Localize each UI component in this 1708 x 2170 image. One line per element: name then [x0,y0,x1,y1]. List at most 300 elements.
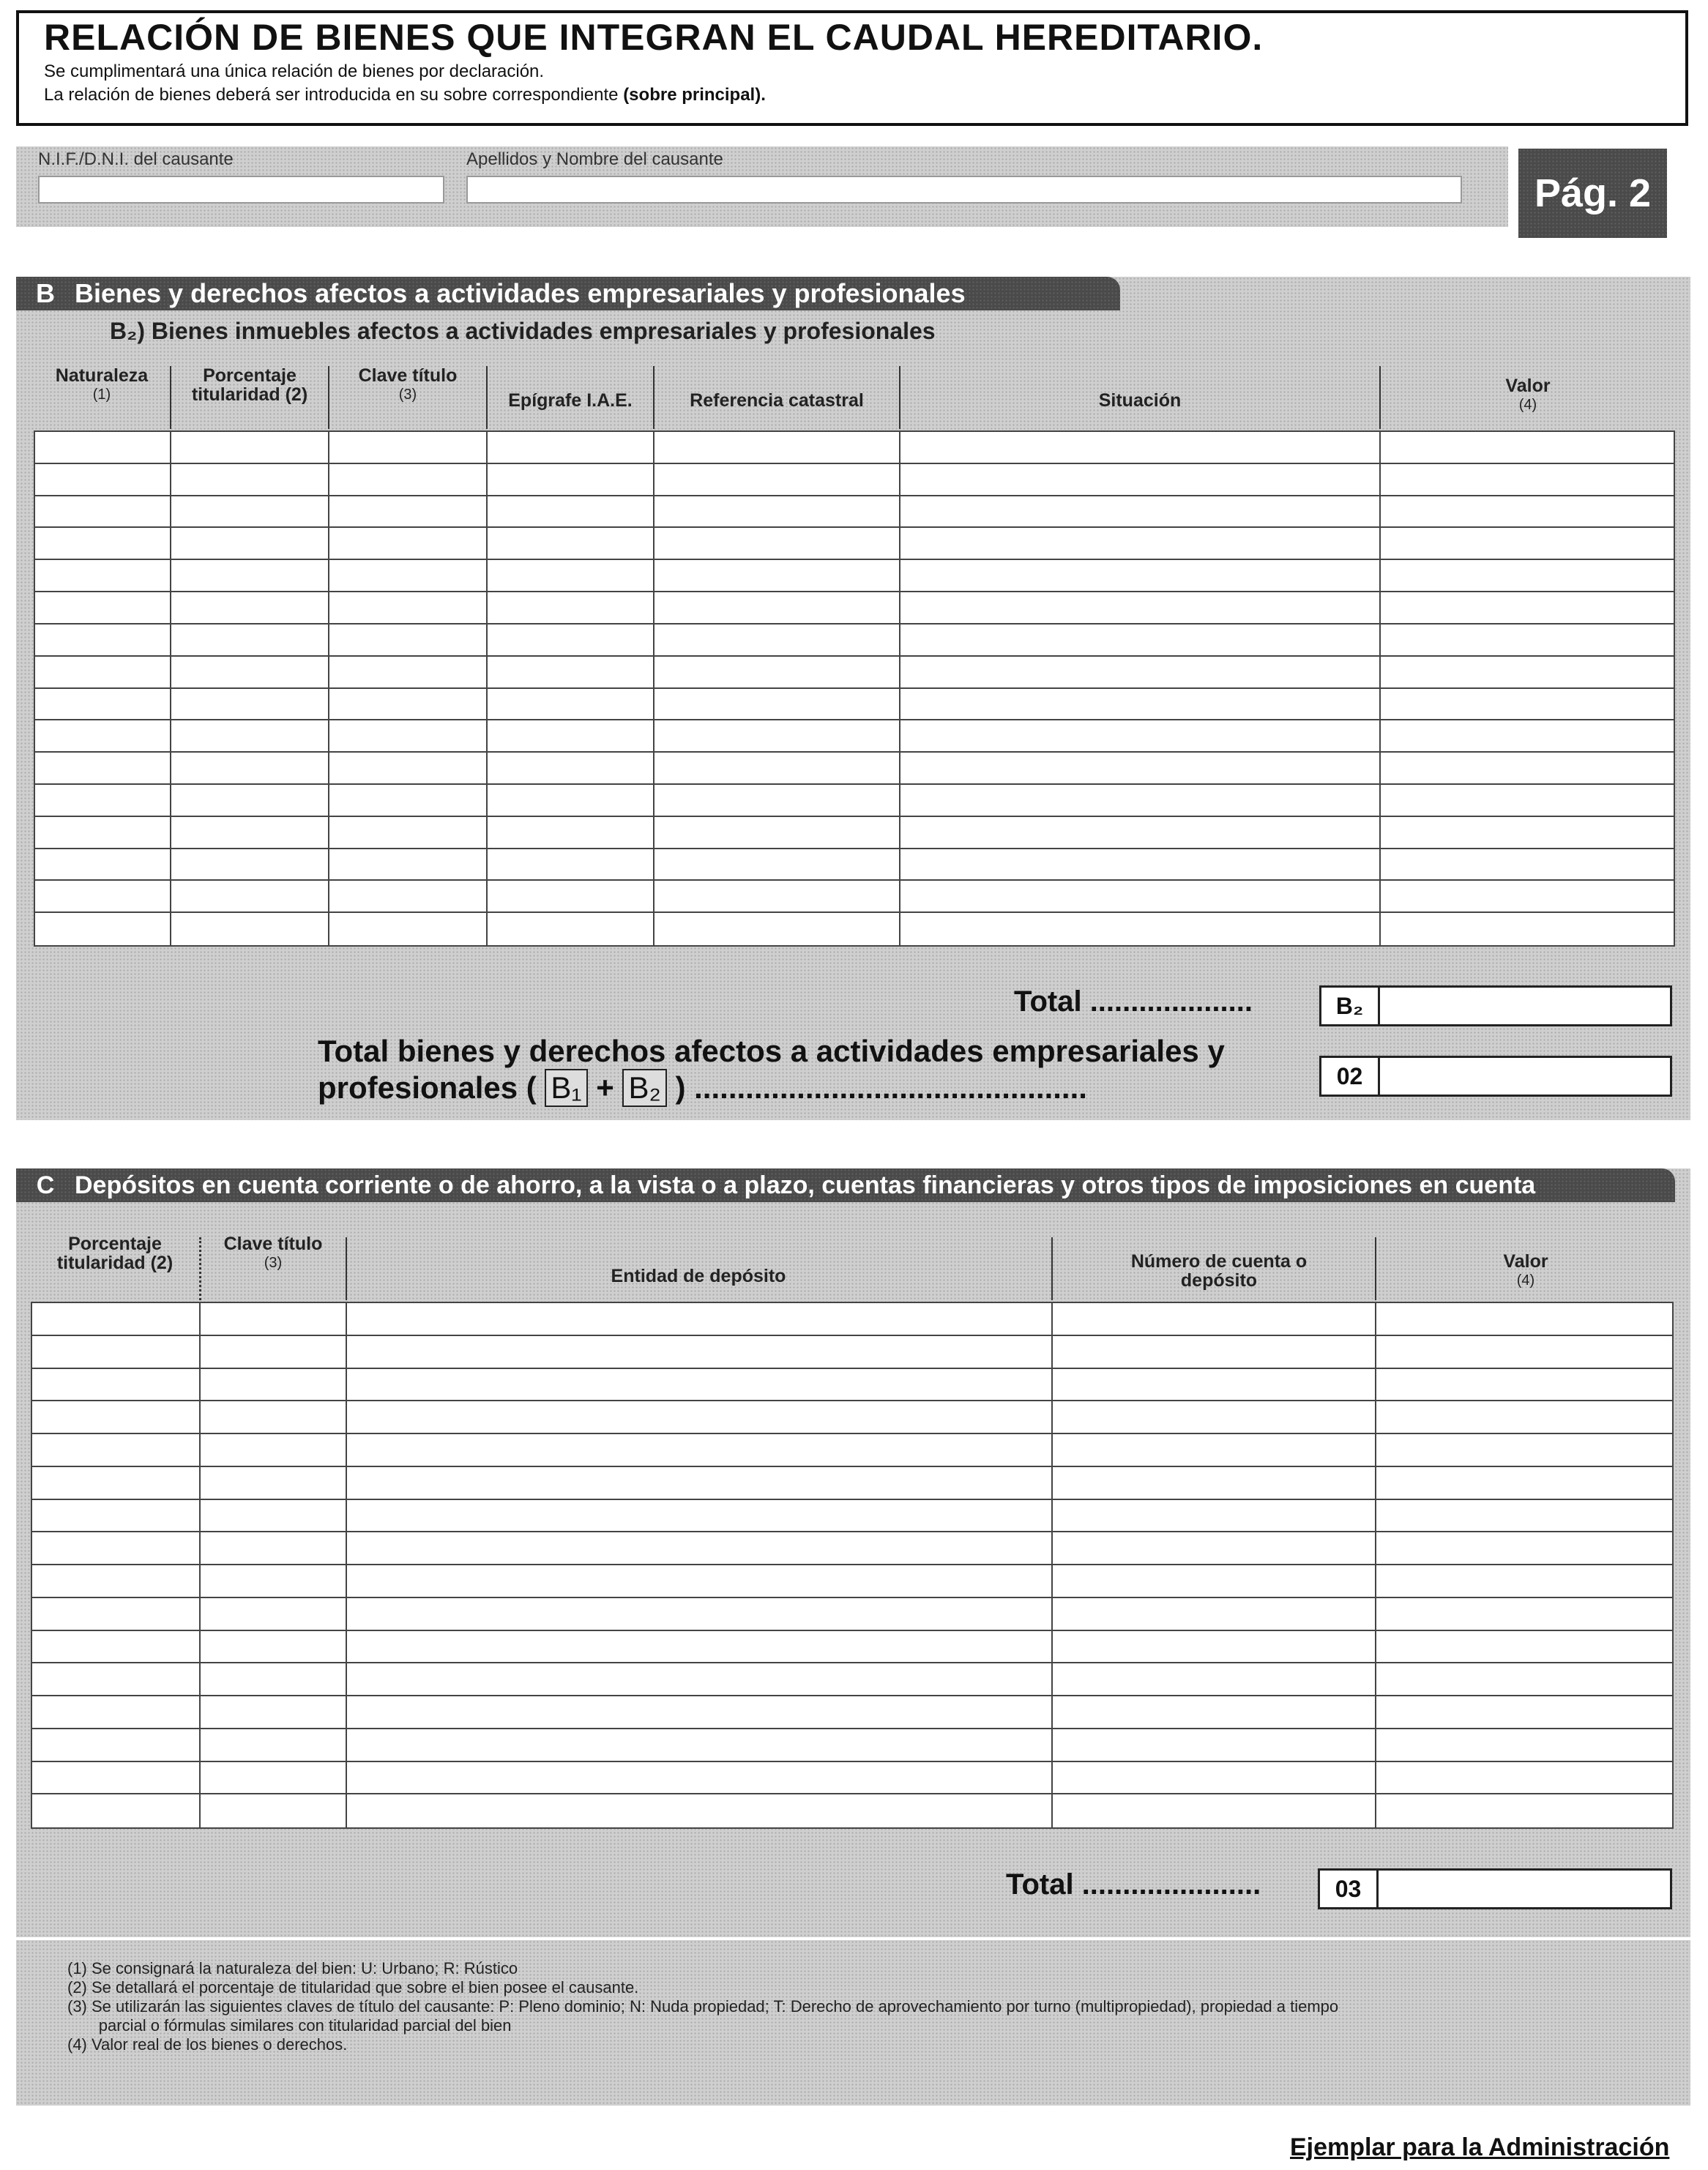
col-c-numero [1127,1252,1310,1290]
col-b-naturaleza-note: (1) [92,387,111,403]
col-divider [1379,366,1381,429]
footnote-2: (2) Se detallará el porcentaje de titularidad que sobre el bien posee el causante. [67,1978,639,1996]
section-c-letter: C [36,1171,55,1199]
table-cell[interactable] [171,753,329,783]
name-field[interactable] [466,176,1462,204]
table-cell[interactable] [201,1696,347,1728]
grand-total-box [1319,1056,1672,1097]
table-cell[interactable] [347,1434,1053,1466]
table-cell[interactable] [1053,1434,1376,1466]
table-cell[interactable] [171,913,329,945]
col-b-epigrafe-label: Epígrafe I.A.E. [508,390,633,411]
table-cell[interactable] [488,464,655,495]
table-cell[interactable] [35,817,171,848]
table-cell[interactable] [1376,1336,1672,1368]
table-cell[interactable] [32,1303,201,1335]
table-row [32,1401,1672,1434]
table-cell[interactable] [171,560,329,591]
table-cell[interactable] [655,881,900,911]
page-number-badge: Pág. 2 [1518,149,1667,238]
table-cell[interactable] [1053,1696,1376,1728]
col-c-numero-label: Número de cuenta o depósito [1130,1251,1308,1291]
table-cell[interactable] [1053,1303,1376,1335]
table-cell[interactable] [655,785,900,816]
col-divider [170,366,171,429]
table-row [35,720,1674,753]
table-cell[interactable] [201,1467,347,1499]
table-cell[interactable] [35,913,171,945]
table-cell[interactable] [201,1500,347,1532]
table-cell[interactable] [201,1762,347,1794]
table-cell[interactable] [1053,1336,1376,1368]
table-cell[interactable] [900,528,1381,559]
table-cell[interactable] [32,1598,201,1630]
table-cell[interactable] [655,817,900,848]
table-cell[interactable] [1381,528,1674,559]
table-cell[interactable] [35,560,171,591]
table-cell[interactable] [171,689,329,720]
table-cell[interactable] [32,1336,201,1368]
table-cell[interactable] [35,753,171,783]
col-b-porcentaje-label: Porcentaje titularidad (2) [191,365,308,405]
table-cell[interactable] [488,528,655,559]
table-cell[interactable] [35,496,171,527]
table-row [32,1369,1672,1402]
table-cell[interactable] [347,1794,1053,1827]
table-cell[interactable] [1376,1369,1672,1401]
table-cell[interactable] [347,1401,1053,1433]
col-b-valor-label: Valor [1505,376,1551,396]
table-cell[interactable] [655,464,900,495]
table-row [35,624,1674,657]
table-row [32,1696,1672,1729]
table-row [32,1336,1672,1369]
table-cell[interactable] [32,1696,201,1728]
col-b-situacion-label: Situación [1098,390,1182,411]
table-cell[interactable] [488,720,655,751]
table-cell[interactable] [32,1500,201,1532]
table-cell[interactable] [1381,817,1674,848]
col-divider [486,366,488,429]
footnote-1: (1) Se consignará la naturaleza del bien: U: Urbano; R: Rústico [67,1959,518,1977]
table-cell[interactable] [1376,1565,1672,1597]
table-cell[interactable] [32,1467,201,1499]
table-row [32,1663,1672,1696]
table-cell[interactable] [900,817,1381,848]
table-row [35,753,1674,785]
table-cell[interactable] [655,657,900,687]
table-cell[interactable] [1381,560,1674,591]
table-cell[interactable] [35,657,171,687]
table-cell[interactable] [1376,1500,1672,1532]
section-c-tab [16,1168,1675,1202]
table-cell[interactable] [900,560,1381,591]
table-row [35,432,1674,464]
table-cell[interactable] [655,849,900,880]
table-cell[interactable] [1381,657,1674,687]
table-row [32,1532,1672,1565]
table-cell[interactable] [201,1434,347,1466]
table-cell[interactable] [1381,592,1674,623]
table-cell[interactable] [171,785,329,816]
form-instruction-2 [44,85,766,105]
col-c-entidad-label: Entidad de depósito [611,1266,786,1286]
table-cell[interactable] [171,849,329,880]
table-cell[interactable] [347,1598,1053,1630]
table-cell[interactable] [488,592,655,623]
col-divider [1051,1237,1053,1300]
name-label: Apellidos y Nombre del causante [466,149,723,169]
table-cell[interactable] [488,785,655,816]
section-b-total-box [1319,985,1672,1026]
table-cell[interactable] [655,528,900,559]
grand-total-suffix: ) .............................................. [675,1070,1087,1105]
table-cell[interactable] [655,753,900,783]
col-b-clave [331,366,485,404]
table-cell[interactable] [347,1696,1053,1728]
table-cell[interactable] [1376,1631,1672,1663]
footnote-4: (4) Valor real de los bienes o derechos. [67,2035,348,2054]
table-row [35,657,1674,689]
table-cell[interactable] [32,1663,201,1695]
table-cell[interactable] [32,1729,201,1761]
table-row [32,1762,1672,1795]
table-cell[interactable] [201,1631,347,1663]
table-cell[interactable] [329,817,488,848]
table-row [32,1565,1672,1598]
table-cell[interactable] [347,1336,1053,1368]
table-cell[interactable] [329,560,488,591]
table-cell[interactable] [1053,1598,1376,1630]
col-divider [653,366,655,429]
table-row [35,817,1674,849]
col-divider [1375,1237,1376,1300]
table-cell[interactable] [329,464,488,495]
col-b-naturaleza-label: Naturaleza [55,365,149,386]
table-cell[interactable] [900,432,1381,463]
form-instruction-1: Se cumplimentará una única relación de bienes por declaración. [44,61,545,81]
table-cell[interactable] [900,657,1381,687]
table-cell[interactable] [201,1336,347,1368]
table-cell[interactable] [1053,1467,1376,1499]
col-b-referencia [656,391,898,410]
table-cell[interactable] [32,1565,201,1597]
table-cell[interactable] [32,1631,201,1663]
nif-field[interactable] [38,176,444,204]
table-cell[interactable] [171,881,329,911]
table-cell[interactable] [655,624,900,655]
table-cell[interactable] [35,528,171,559]
footnote-3-cont: parcial o fórmulas similares con titularidad parcial del bien [67,2016,512,2035]
col-divider [328,366,329,429]
table-cell[interactable] [329,496,488,527]
grand-total-b1-box: B₁ [545,1069,587,1107]
table-cell[interactable] [201,1369,347,1401]
table-cell[interactable] [900,464,1381,495]
table-cell[interactable] [329,689,488,720]
table-row [32,1467,1672,1500]
table-cell[interactable] [329,753,488,783]
table-cell[interactable] [347,1532,1053,1564]
table-cell[interactable] [488,496,655,527]
table-cell[interactable] [329,913,488,945]
grand-total-value[interactable] [1380,1058,1670,1095]
table-cell[interactable] [1053,1369,1376,1401]
table-cell[interactable] [655,720,900,751]
col-b-situacion [902,391,1378,410]
table-cell[interactable] [171,817,329,848]
section-b-total-value[interactable] [1380,988,1670,1024]
table-cell[interactable] [35,785,171,816]
table-cell[interactable] [201,1794,347,1827]
table-cell[interactable] [1381,881,1674,911]
table-cell[interactable] [347,1369,1053,1401]
table-cell[interactable] [1053,1500,1376,1532]
table-cell[interactable] [1376,1663,1672,1695]
table-cell[interactable] [1376,1794,1672,1827]
form-instruction-2-text: La relación de bienes deberá ser introducida en su sobre correspondiente [44,85,619,105]
table-cell[interactable] [655,689,900,720]
grand-total-code: 02 [1321,1058,1380,1095]
table-cell[interactable] [171,496,329,527]
table-cell[interactable] [1053,1762,1376,1794]
table-row [35,849,1674,881]
table-cell[interactable] [488,913,655,945]
table-cell[interactable] [171,432,329,463]
col-c-clave-label: Clave título [223,1234,323,1254]
table-row [32,1729,1672,1762]
table-cell[interactable] [347,1500,1053,1532]
grand-total-line2 [318,1069,1087,1107]
table-cell[interactable] [201,1401,347,1433]
table-row [35,592,1674,624]
table-cell[interactable] [900,689,1381,720]
section-b-letter: B [36,278,55,308]
table-cell[interactable] [488,560,655,591]
section-b2-subtitle: B₂) Bienes inmuebles afectos a actividades empresariales y profesionales [110,318,936,344]
section-b-total-code: B₂ [1321,988,1380,1024]
table-cell[interactable] [1053,1401,1376,1433]
section-c-total-code: 03 [1320,1871,1379,1907]
table-row [35,464,1674,496]
table-cell[interactable] [488,689,655,720]
col-c-clave-note: (3) [264,1255,283,1271]
table-cell[interactable] [329,720,488,751]
table-cell[interactable] [171,624,329,655]
table-row [32,1303,1672,1336]
table-cell[interactable] [1376,1434,1672,1466]
table-row [35,528,1674,560]
table-cell[interactable] [32,1434,201,1466]
table-cell[interactable] [35,689,171,720]
table-cell[interactable] [171,720,329,751]
table-cell[interactable] [900,496,1381,527]
table-cell[interactable] [1376,1696,1672,1728]
table-cell[interactable] [347,1663,1053,1695]
table-cell[interactable] [1053,1794,1376,1827]
table-cell[interactable] [329,849,488,880]
table-row [32,1434,1672,1467]
table-cell[interactable] [1053,1729,1376,1761]
table-cell[interactable] [488,753,655,783]
col-b-clave-note: (3) [398,387,417,403]
table-cell[interactable] [201,1565,347,1597]
table-cell[interactable] [488,657,655,687]
section-c-total-value[interactable] [1379,1871,1670,1907]
col-c-valor-label: Valor [1503,1251,1548,1272]
col-b-clave-label: Clave título [358,365,458,386]
col-divider [199,1237,201,1300]
table-cell[interactable] [171,464,329,495]
table-cell[interactable] [347,1631,1053,1663]
col-c-valor [1379,1252,1672,1290]
table-cell[interactable] [1376,1762,1672,1794]
table-cell[interactable] [201,1663,347,1695]
table-cell[interactable] [655,560,900,591]
table-cell[interactable] [1053,1565,1376,1597]
col-c-porcentaje [32,1234,198,1272]
table-cell[interactable] [1376,1303,1672,1335]
grand-total-prefix: profesionales ( [318,1070,537,1105]
table-cell[interactable] [655,496,900,527]
table-cell[interactable] [1053,1532,1376,1564]
table-cell[interactable] [1381,720,1674,751]
table-cell[interactable] [1381,849,1674,880]
table-cell[interactable] [1376,1401,1672,1433]
table-cell[interactable] [900,624,1381,655]
table-cell[interactable] [347,1762,1053,1794]
table-cell[interactable] [900,881,1381,911]
table-cell[interactable] [35,592,171,623]
footnotes [67,1959,1663,2054]
table-cell[interactable] [1053,1631,1376,1663]
table-cell[interactable] [488,817,655,848]
table-cell[interactable] [32,1369,201,1401]
table-cell[interactable] [488,849,655,880]
table-row [32,1500,1672,1533]
table-cell[interactable] [900,720,1381,751]
table-row [35,496,1674,529]
table-cell[interactable] [32,1794,201,1827]
table-row [35,785,1674,817]
table-cell[interactable] [171,592,329,623]
table-cell[interactable] [201,1729,347,1761]
col-b-referencia-label: Referencia catastral [690,390,864,411]
nif-label: N.I.F./D.N.I. del causante [38,149,234,169]
section-c-total-box [1318,1868,1672,1909]
table-cell[interactable] [201,1532,347,1564]
table-cell[interactable] [1381,753,1674,783]
table-cell[interactable] [1376,1729,1672,1761]
table-cell[interactable] [1381,624,1674,655]
table-cell[interactable] [900,913,1381,945]
section-c-title: Depósitos en cuenta corriente o de ahorro, a la vista o a plazo, cuentas financieras y otros tipos de imposiciones en cuenta [75,1171,1536,1199]
table-cell[interactable] [1381,496,1674,527]
grand-total-line1: Total bienes y derechos afectos a actividades empresariales y [318,1034,1225,1068]
table-cell[interactable] [35,624,171,655]
table-cell[interactable] [329,881,488,911]
table-cell[interactable] [1381,432,1674,463]
table-cell[interactable] [329,624,488,655]
table-row [32,1598,1672,1631]
col-c-valor-note: (4) [1516,1272,1535,1289]
form-title: RELACIÓN DE BIENES QUE INTEGRAN EL CAUDAL HEREDITARIO. [44,17,1264,58]
table-cell[interactable] [488,624,655,655]
section-b-tab [16,277,1120,310]
table-cell[interactable] [347,1467,1053,1499]
table-cell[interactable] [35,464,171,495]
table-cell[interactable] [329,432,488,463]
table-cell[interactable] [1053,1663,1376,1695]
table-cell[interactable] [171,657,329,687]
table-cell[interactable] [201,1303,347,1335]
col-c-entidad [348,1267,1048,1286]
table-cell[interactable] [347,1729,1053,1761]
table-row [32,1794,1672,1827]
table-row [35,689,1674,721]
col-c-clave [202,1234,344,1272]
table-cell[interactable] [900,785,1381,816]
table-cell[interactable] [488,881,655,911]
table-row [35,560,1674,592]
table-cell[interactable] [35,881,171,911]
table-cell[interactable] [35,432,171,463]
table-cell[interactable] [1381,913,1674,945]
table-cell[interactable] [171,528,329,559]
section-c-table [31,1302,1674,1829]
table-cell[interactable] [32,1762,201,1794]
table-cell[interactable] [329,592,488,623]
table-cell[interactable] [900,753,1381,783]
table-cell[interactable] [329,785,488,816]
table-cell[interactable] [201,1598,347,1630]
table-cell[interactable] [1376,1532,1672,1564]
table-cell[interactable] [347,1303,1053,1335]
col-b-epigrafe [489,391,652,410]
table-cell[interactable] [35,849,171,880]
table-cell[interactable] [900,592,1381,623]
table-cell[interactable] [329,657,488,687]
section-b-total-label: Total .................... [1014,985,1253,1018]
col-divider [346,1237,347,1300]
table-cell[interactable] [1381,689,1674,720]
table-row [35,881,1674,913]
table-cell[interactable] [347,1565,1053,1597]
table-cell[interactable] [655,592,900,623]
table-cell[interactable] [1381,785,1674,816]
table-cell[interactable] [32,1401,201,1433]
table-cell[interactable] [488,432,655,463]
table-cell[interactable] [1381,464,1674,495]
footnote-3: (3) Se utilizarán las siguientes claves de título del causante: P: Pleno dominio; N: Nuda propiedad; T: Derecho de aprovechamiento por turno (multipropiedad), propiedad a tiempo [67,1997,1339,2016]
col-b-porcentaje [173,366,327,404]
table-cell[interactable] [1376,1467,1672,1499]
col-c-porcentaje-label: Porcentaje titularidad (2) [56,1234,174,1273]
table-cell[interactable] [1376,1598,1672,1630]
table-cell[interactable] [900,849,1381,880]
table-cell[interactable] [655,913,900,945]
table-cell[interactable] [329,528,488,559]
form-instruction-2-bold: (sobre principal). [623,85,766,105]
copy-designation: Ejemplar para la Administración [1290,2133,1670,2161]
grand-total-plus: + [596,1070,614,1105]
table-cell[interactable] [655,432,900,463]
table-row [32,1631,1672,1664]
table-row [35,913,1674,945]
col-b-valor [1382,376,1674,414]
table-cell[interactable] [35,720,171,751]
table-cell[interactable] [32,1532,201,1564]
